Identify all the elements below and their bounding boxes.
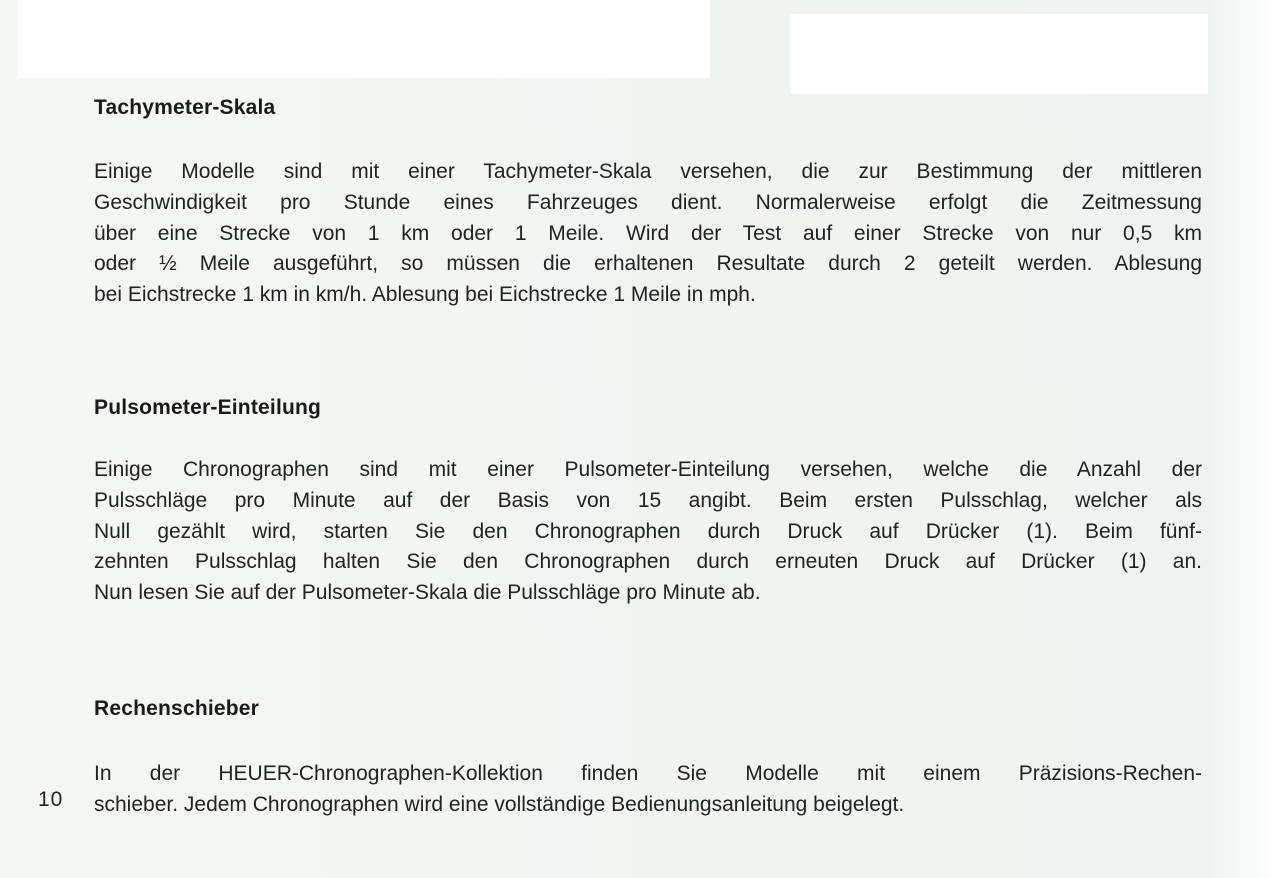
section-title-rechenschieber: Rechenschieber: [94, 697, 260, 720]
text-line: zehnten Pulsschlag halten Sie den Chronographen durch erneuten Druck auf Drücker (1) an.: [94, 550, 1202, 574]
section-body-rechenschieber: [94, 759, 1202, 821]
text-line: Null gezählt wird, starten Sie den Chronographen durch Druck auf Drücker (1). Beim fünf-: [94, 519, 1202, 543]
text-line: über eine Strecke von 1 km oder 1 Meile. Wird der Test auf einer Strecke von nur 0,5 km: [94, 221, 1202, 245]
text-line: Einige Modelle sind mit einer Tachymeter-Skala versehen, die zur Bestimmung der mittleren: [94, 160, 1202, 183]
section-body-pulsometer: [94, 455, 1202, 609]
text-line: Pulsschläge pro Minute auf der Basis von 15 angibt. Beim ersten Pulsschlag, welcher als: [94, 488, 1202, 512]
section-body-tachymeter: [94, 157, 1202, 311]
text-line: bei Eichstrecke 1 km in km/h. Ablesung bei Eichstrecke 1 Meile in mph.: [94, 283, 756, 307]
text-line: Geschwindigkeit pro Stunde eines Fahrzeuges dient. Normalerweise erfolgt die Zeitmessung: [94, 190, 1202, 214]
scan-artifact-top-left: [18, 0, 710, 78]
scan-artifact-top-right: [790, 14, 1208, 94]
scan-artifact-right-edge: [1210, 0, 1280, 878]
text-line: Einige Chronographen sind mit einer Pulsometer-Einteilung versehen, welche die Anzahl der: [94, 458, 1202, 481]
text-line: Nun lesen Sie auf der Pulsometer-Skala die Pulsschläge pro Minute ab.: [94, 581, 761, 605]
text-line: schieber. Jedem Chronographen wird eine vollständige Bedienungsanleitung beigelegt.: [94, 792, 905, 816]
section-title-pulsometer: Pulsometer-Einteilung: [94, 396, 322, 419]
text-line: oder ½ Meile ausgeführt, so müssen die erhaltenen Resultate durch 2 geteilt werden. Ablesung: [94, 252, 1202, 276]
page-number: 10: [38, 788, 64, 811]
text-line: In der HEUER-Chronographen-Kollektion finden Sie Modelle mit einem Präzisions-Rechen-: [94, 762, 1202, 785]
section-title-tachymeter: Tachymeter-Skala: [94, 96, 276, 119]
